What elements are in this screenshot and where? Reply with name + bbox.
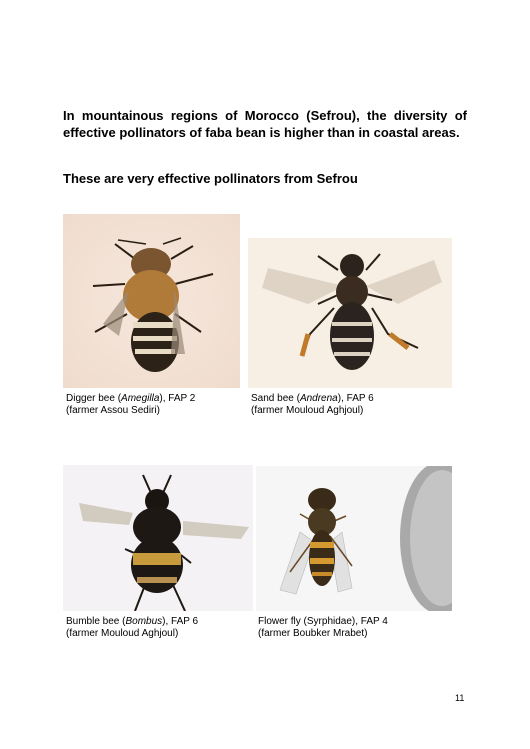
sand-bee-photo — [248, 238, 452, 388]
caption-digger-bee: Digger bee (Amegilla), FAP 2 (farmer Assou Sediri) — [66, 393, 196, 416]
taxon-name: Andrena — [299, 393, 338, 404]
flower-fly-photo — [256, 466, 452, 611]
caption-flower-fly: Flower fly (Syrphidae), FAP 4 (farmer Boubker Mrabet) — [258, 616, 388, 639]
page-number: 11 — [455, 693, 465, 703]
taxon-name: Bombus — [125, 616, 163, 627]
taxon-name: Amegilla — [121, 393, 160, 404]
caption-bumble-bee: Bumble bee (Bombus), FAP 6 (farmer Mouloud Aghjoul) — [66, 616, 199, 639]
subheading: These are very effective pollinators from Sefrou — [63, 171, 358, 186]
intro-paragraph: In mountainous regions of Morocco (Sefrou), the diversity of effective pollinators of faba bean is higher than in coastal areas. — [63, 108, 467, 140]
digger-bee-photo — [63, 214, 240, 388]
caption-sand-bee: Sand bee (Andrena), FAP 6 (farmer Mouloud Aghjoul) — [251, 393, 374, 416]
bumble-bee-photo — [63, 465, 253, 611]
